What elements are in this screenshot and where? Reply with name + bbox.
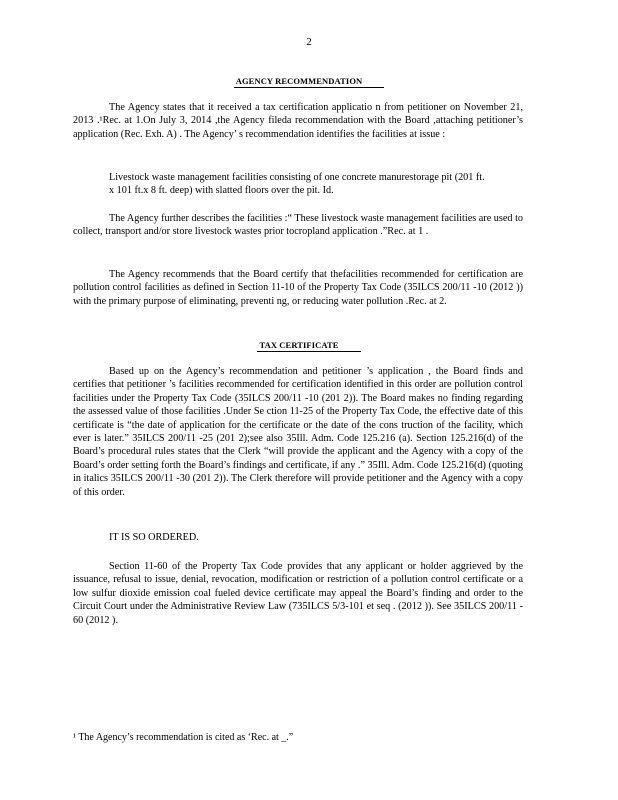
paragraph-agency-states: The Agency states that it received a tax certification applicatio n from petitioner on November 21, 2013 .¹Rec. at 1.On July 3, 2014 ,the Agency fileda recommendation with the Board ,attaching petitioner’s application (Rec. Exh. A) . The Agency’ s recommendation identifies the facilities at issue : <box>73 102 523 140</box>
page-number: 2 <box>306 36 312 48</box>
footnote: ¹ The Agency’s recommendation is cited as ‘Rec. at _.” <box>73 732 294 743</box>
paragraph-appeal: Section 11-60 of the Property Tax Code provides that any applicant or holder aggrieved by the issuance, refusal to issue, denial, revocation, modification or restriction of a pollution control certificate or a low sulfur dioxide emission coal fueled device certificate may appeal the Board’s finding and order to the Circuit Court under the Administrative Review Law (735ILCS 5/3-101 et seq . (2012 )). See 35ILCS 200/11 - 60 (2012 ). <box>73 561 523 626</box>
paragraph-agency-describes: The Agency further describes the facilities :“ These livestock waste management facilities are used to collect, transport and/or store livestock wastes prior tocropland application .”Rec. at 1 . <box>73 213 523 238</box>
heading-agency-recommendation <box>0 76 618 86</box>
heading-agency-recommendation-text: AGENCY RECOMMENDATION <box>234 76 385 88</box>
paragraph-agency-recommends: The Agency recommends that the Board certify that thefacilities recommended for certification are pollution control facilities as defined in Section 11-10 of the Property Tax Code (35ILCS 200/11 -10 (2012 )) with the primary purpose of eliminating, preventi ng, or reducing water pollution .Rec. at 2. <box>73 269 523 307</box>
block-quote-facilities: Livestock waste management facilities consisting of one concrete manurestorage pit (201 ft. x 101 ft.x 8 ft. deep) with slatted floors over the pit. Id. <box>109 172 485 197</box>
paragraph-board-finds: Based up on the Agency’s recommendation and petitioner ’s application , the Board finds and certifies that petitioner ’s facilities recommended for certification identified in this order are pollution control facilities under the Property Tax Code (35ILCS 200/11 -10 (201 2)). The Board makes no finding regarding the assessed value of those facilities .Under Se ction 11-25 of the Property Tax Code, the effective date of this certificate is “the date of application for the certificate or the date of the cons truction of the facility, which ever is later.” 35ILCS 200/11 -25 (201 2);see also 35Ill. Adm. Code 125.216 (a). Section 125.216(d) of the Board’s procedural rules states that the Clerk “will provide the applicant and the Agency with a copy of the Board’s order setting forth the Board’s findings and certificate, if any .” 35Ill. Adm. Code 125.216(d) (quoting in italics 35ILCS 200/11 -30 (201 2)). The Clerk therefore will provide petitioner and the Agency with a copy of this order. <box>73 366 523 498</box>
heading-tax-certificate <box>0 340 618 350</box>
heading-tax-certificate-text: TAX CERTIFICATE <box>257 340 360 352</box>
it-is-so-ordered: IT IS SO ORDERED. <box>109 532 199 543</box>
